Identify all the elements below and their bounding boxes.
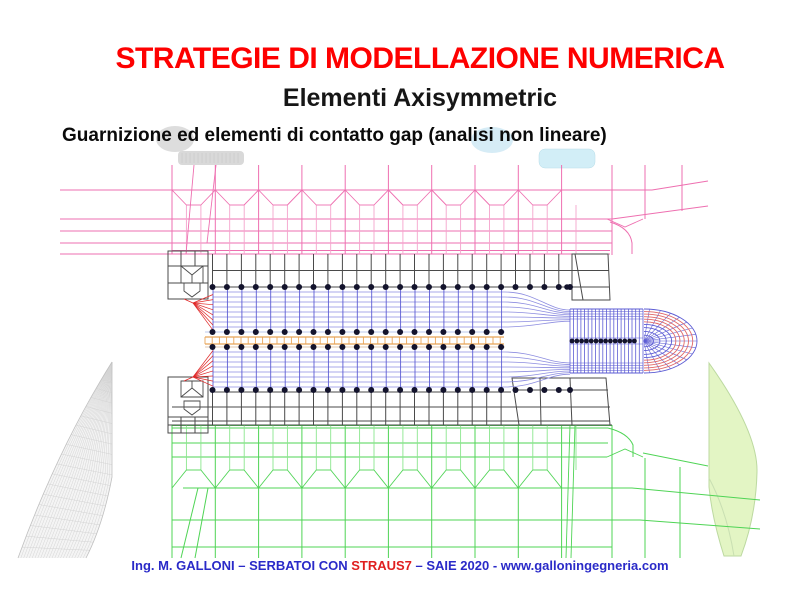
footer-straus7: STRAUS7 — [351, 558, 412, 573]
upper-flange-mesh — [60, 165, 708, 255]
slide-caption: Guarnizione ed elementi di contatto gap (analisi non lineare) — [62, 125, 607, 146]
lower-flange-mesh — [172, 425, 760, 558]
cover-plate-mesh — [168, 251, 612, 433]
transition-fans — [184, 295, 213, 387]
shell-wall-gray-arc — [18, 362, 112, 558]
page-title: STRATEGIE DI MODELLAZIONE NUMERICA — [115, 42, 725, 75]
slide-footer — [0, 558, 800, 573]
slide-subtitle: Elementi Axisymmetric — [282, 84, 558, 112]
footer-author: Ing. M. GALLONI – SERBATOI CON — [131, 558, 352, 573]
footer-event-url: – SAIE 2020 - www.galloningegneria.com — [411, 558, 669, 573]
